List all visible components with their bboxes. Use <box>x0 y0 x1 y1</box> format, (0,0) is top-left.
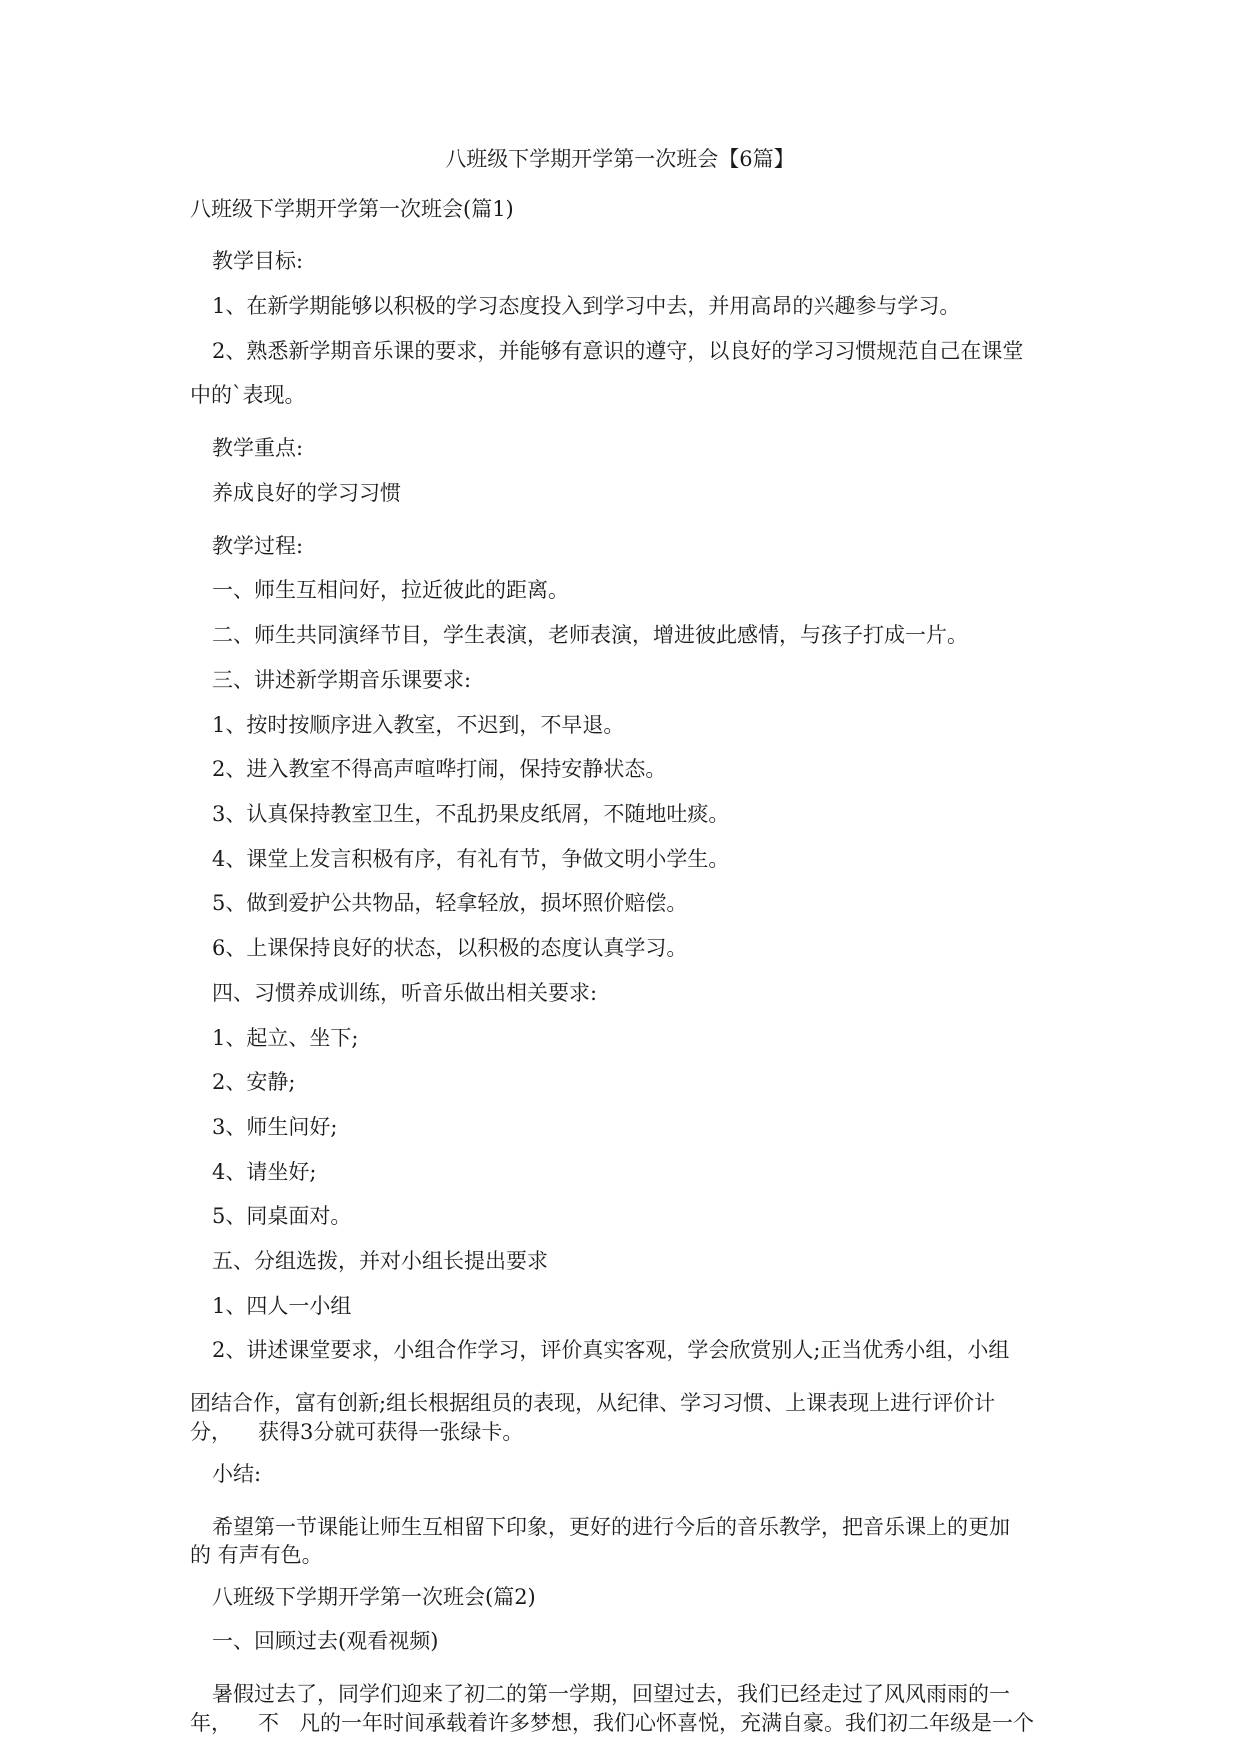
text-fragment: 凡的一年时间承载着许多梦想，我们心怀喜悦，充满自豪。我们初二年级是一个 <box>299 1711 1034 1735</box>
process-label: 教学过程: <box>212 534 304 558</box>
process-step: 三、讲述新学期音乐课要求: <box>212 668 472 692</box>
rule-item: 3、认真保持教室卫生，不乱扔果皮纸屑，不随地吐痰。 <box>212 802 730 826</box>
section2-heading: 八班级下学期开学第一次班会(篇2) <box>212 1585 536 1609</box>
section2-subheading: 一、回顾过去(观看视频) <box>212 1629 439 1653</box>
objective-item: 2、熟悉新学期音乐课的要求，并能够有意识的遵守，以良好的学习习惯规范自己在课堂 <box>212 339 1024 363</box>
process-step: 四、习惯养成训练，听音乐做出相关要求: <box>212 981 598 1005</box>
rule-item: 6、上课保持良好的状态，以积极的态度认真学习。 <box>212 936 688 960</box>
summary-label: 小结: <box>212 1462 262 1486</box>
key-points-label: 教学重点: <box>212 436 304 460</box>
rule-item: 4、课堂上发言积极有序，有礼有节，争做文明小学生。 <box>212 847 730 871</box>
rule-item: 5、做到爱护公共物品，轻拿轻放，损坏照价赔偿。 <box>212 891 688 915</box>
text-fragment: 年， <box>190 1711 232 1735</box>
rule-item: 1、按时按顺序进入教室，不迟到，不早退。 <box>212 713 625 737</box>
process-step: 一、师生互相问好，拉近彼此的距离。 <box>212 578 569 602</box>
habit-item: 5、同桌面对。 <box>212 1204 352 1228</box>
text-fragment: 不 <box>258 1711 279 1735</box>
text-fragment: 获得3分就可获得一张绿卡。 <box>258 1420 524 1444</box>
group-item: 1、四人一小组 <box>212 1294 352 1318</box>
group-item-continued: 团结合作，富有创新;组长根据组员的表现，从纪律、学习习惯、上课表现上进行评价计 <box>190 1391 996 1415</box>
rule-item: 2、进入教室不得高声喧哗打闹，保持安静状态。 <box>212 757 667 781</box>
objectives-label: 教学目标: <box>212 249 304 273</box>
objective-item: 1、在新学期能够以积极的学习态度投入到学习中去，并用高昂的兴趣参与学习。 <box>212 294 961 318</box>
paragraph-text: 暑假过去了，同学们迎来了初二的第一学期，回望过去，我们已经走过了风风雨雨的一 <box>212 1682 1010 1706</box>
group-item: 2、讲述课堂要求，小组合作学习，评价真实客观，学会欣赏别人;正当优秀小组，小组 <box>212 1338 1010 1362</box>
key-point-text: 养成良好的学习习惯 <box>212 481 401 505</box>
objective-item-continued: 中的`表现。 <box>190 383 306 407</box>
summary-text: 希望第一节课能让师生互相留下印象，更好的进行今后的音乐教学，把音乐课上的更加 <box>212 1515 1010 1539</box>
habit-item: 3、师生问好; <box>212 1115 338 1139</box>
process-step: 二、师生共同演绎节目，学生表演，老师表演，增进彼此感情，与孩子打成一片。 <box>212 623 968 647</box>
text-fragment: 分， <box>190 1420 232 1444</box>
document-title: 八班级下学期开学第一次班会【6篇】 <box>445 147 795 171</box>
section1-heading: 八班级下学期开学第一次班会(篇1) <box>190 197 514 221</box>
habit-item: 4、请坐好; <box>212 1160 317 1184</box>
paragraph-text-continued <box>190 1709 1034 1737</box>
habit-item: 1、起立、坐下; <box>212 1026 359 1050</box>
process-step: 五、分组选拨，并对小组长提出要求 <box>212 1249 548 1273</box>
group-item-continued <box>190 1418 523 1446</box>
summary-text-continued: 的 有声有色。 <box>190 1543 323 1567</box>
habit-item: 2、安静; <box>212 1070 296 1094</box>
